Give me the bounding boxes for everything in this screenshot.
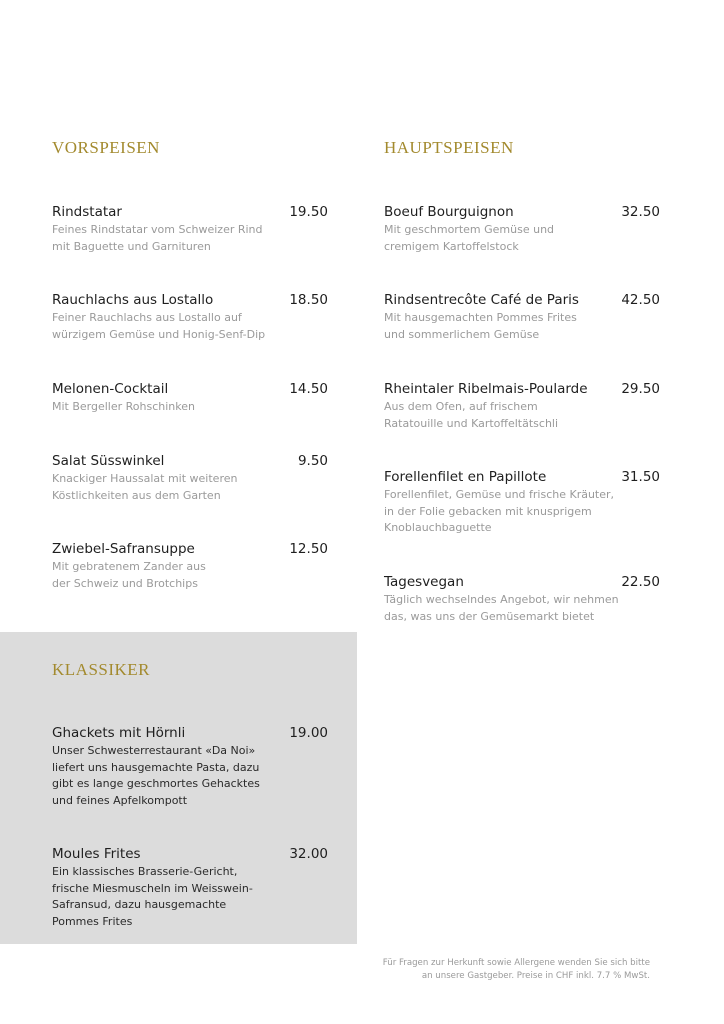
- dish-name: Zwiebel-Safransuppe: [52, 541, 195, 557]
- dish-price: 12.50: [289, 541, 328, 557]
- dish-description: Feiner Rauchlachs aus Lostallo auf würzigem Gemüse und Honig-Senf-Dip: [52, 311, 266, 341]
- dish-name: Rindstatar: [52, 204, 122, 220]
- dish-description: Knackiger Haussalat mit weiteren Köstlichkeiten aus dem Garten: [52, 472, 238, 502]
- section-title-vorspeisen: VORSPEISEN: [52, 138, 160, 157]
- menu-item: [384, 203, 660, 255]
- section-title-hauptspeisen: HAUPTSPEISEN: [384, 138, 514, 157]
- klassiker-panel: [0, 632, 357, 944]
- dish-description: Aus dem Ofen, auf frischem Ratatouille und Kartoffeltätschli: [384, 400, 559, 430]
- dish-name: Ghackets mit Hörnli: [52, 725, 186, 741]
- menu-item: [384, 380, 660, 432]
- dish-description: Feines Rindstatar vom Schweizer Rind mit Baguette und Garnituren: [52, 223, 263, 253]
- menu-item: [52, 845, 328, 930]
- dish-description: Mit hausgemachten Pommes Frites und sommerlichem Gemüse: [384, 311, 577, 341]
- dish-description: Mit geschmortem Gemüse und cremigem Kartoffelstock: [384, 223, 555, 253]
- dish-description: Mit Bergeller Rohschinken: [52, 400, 195, 413]
- dish-description: Täglich wechselndes Angebot, wir nehmen das, was uns der Gemüsemarkt bietet: [384, 593, 619, 623]
- menu-item: [52, 724, 328, 809]
- dish-description: Unser Schwesterrestaurant «Da Noi» liefert uns hausgemachte Pasta, dazu gibt es lange geschmortes Gehacktes und feines Apfelkompott: [52, 744, 260, 807]
- menu-item: [52, 203, 328, 255]
- dish-name: Rheintaler Ribelmais-Poularde: [384, 381, 588, 397]
- dish-price: 42.50: [621, 292, 660, 308]
- menu-item: [52, 291, 328, 343]
- dish-name: Tagesvegan: [384, 574, 464, 590]
- section-title-klassiker: KLASSIKER: [52, 660, 151, 679]
- dish-description: Mit gebratenem Zander aus der Schweiz und Brotchips: [52, 560, 206, 590]
- menu-item: [384, 291, 660, 343]
- dish-name: Rindsentrecôte Café de Paris: [384, 292, 579, 308]
- menu-item: [52, 540, 328, 592]
- menu-item: [384, 468, 660, 537]
- menu-item: [384, 573, 660, 625]
- dish-name: Forellenfilet en Papillote: [384, 469, 547, 485]
- menu-item: [52, 380, 328, 416]
- dish-price: 31.50: [621, 469, 660, 485]
- dish-price: 18.50: [289, 292, 328, 308]
- allergen-price-footnote: Für Fragen zur Herkunft sowie Allergene wenden Sie sich bitte an unsere Gastgeber. Preise in CHF inkl. 7.7 % MwSt.: [382, 958, 650, 981]
- dish-price: 14.50: [289, 381, 328, 397]
- dish-name: Melonen-Cocktail: [52, 381, 169, 397]
- dish-name: Rauchlachs aus Lostallo: [52, 292, 214, 308]
- dish-name: Salat Süsswinkel: [52, 453, 165, 469]
- dish-name: Boeuf Bourguignon: [384, 204, 514, 220]
- dish-name: Moules Frites: [52, 846, 141, 862]
- dish-price: 19.50: [289, 204, 328, 220]
- dish-price: 9.50: [297, 453, 328, 469]
- dish-price: 32.50: [621, 204, 660, 220]
- dish-description: Ein klassisches Brasserie-Gericht, frische Miesmuscheln im Weisswein- Safransud, dazu hausgemachte Pommes Frites: [52, 865, 253, 928]
- dish-description: Forellenfilet, Gemüse und frische Kräuter, in der Folie gebacken mit knusprigem Knoblauchbaguette: [384, 488, 615, 534]
- dish-price: 29.50: [621, 381, 660, 397]
- dish-price: 19.00: [289, 725, 328, 741]
- dish-price: 22.50: [621, 574, 660, 590]
- dish-price: 32.00: [289, 846, 328, 862]
- menu-item: [52, 452, 328, 504]
